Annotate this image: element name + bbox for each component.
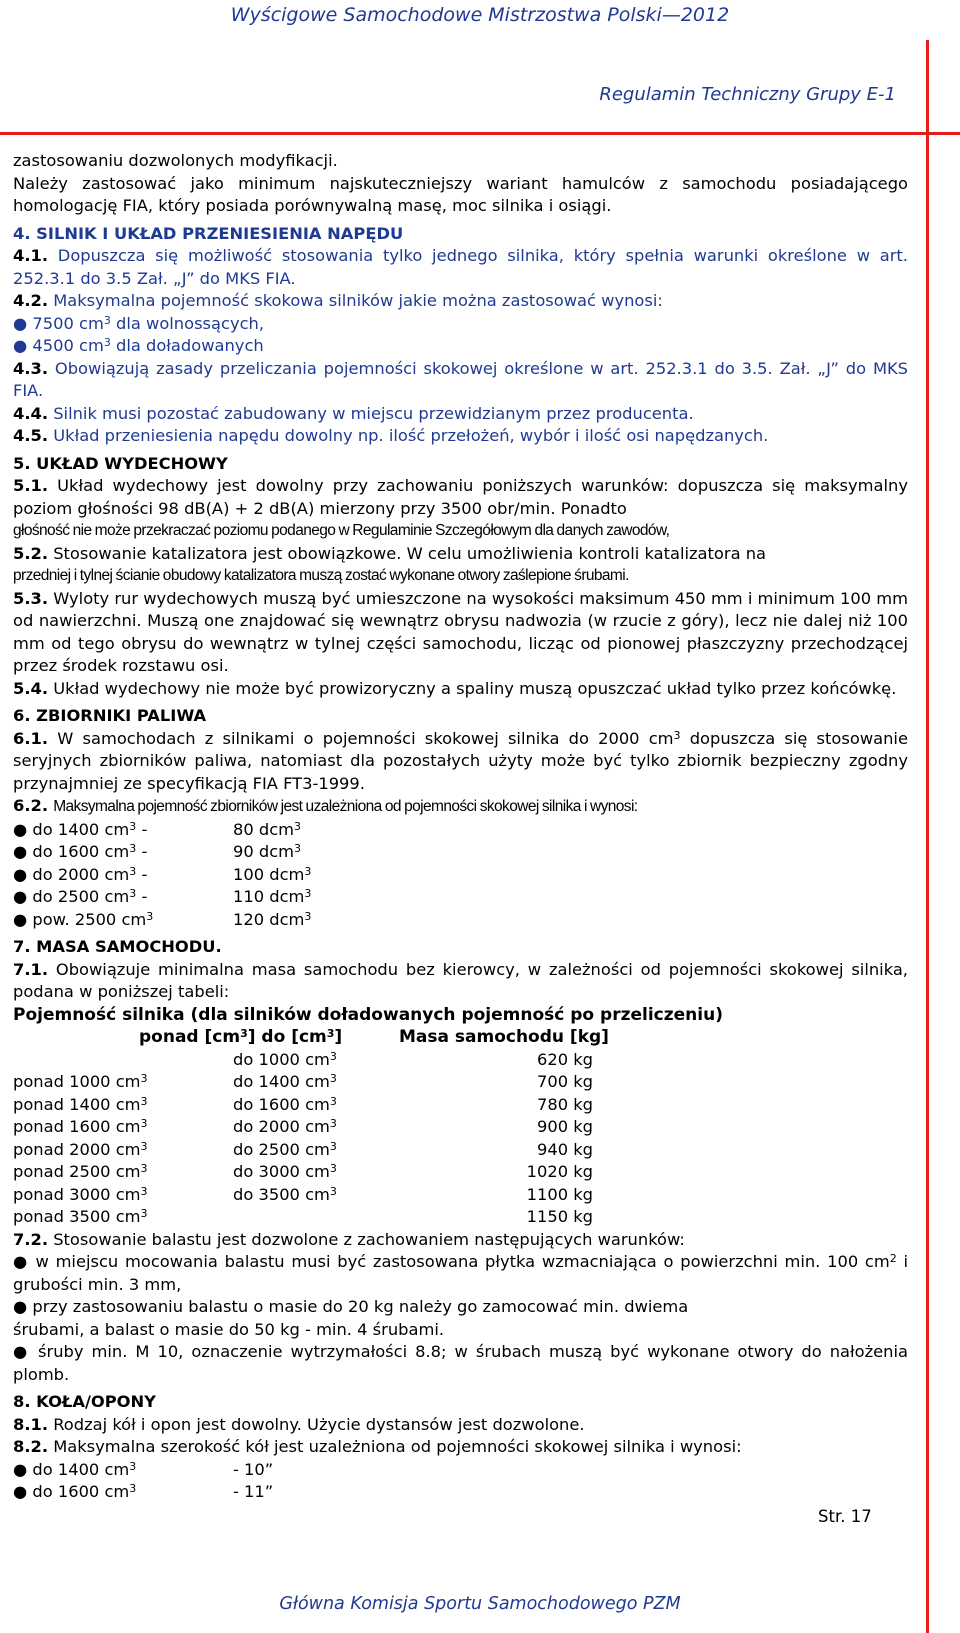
margin-rule [926, 40, 929, 1633]
footer-organization: Główna Komisja Sportu Samochodowego PZM [279, 1594, 681, 1614]
para-4-3: 4.3. Obowiązują zasady przeliczania pojemności skokowej określone w art. 252.3.1 do 3.5. Zał. „J” do MKS FIA. [13, 358, 908, 400]
para-6-1: 6.1. W samochodach z silnikami o pojemności skokowej silnika do 2000 $cm^3$ dopuszcza się stosowanie seryjnych zbiorników paliwa, natomiast dla pozostałych użyty może być tylko zbiornik bezpieczny zgodny przynajmniej ze specyfikacją FIA FT3-1999. [13, 728, 908, 793]
list-item: ● do 2500 $cm^3$ - 110 dcm$^3$ [13, 887, 312, 906]
para-5-4: 5.4. Układ wydechowy nie może być prowizoryczny a spaliny muszą opuszczać układ tylko przez końcówkę. [13, 678, 897, 698]
para-5-2: 5.2. Stosowanie katalizatora jest obowiązkowe. W celu umożliwienia kontroli katalizatora na [13, 543, 767, 563]
document-body [13, 150, 908, 1504]
table-row: ponad 1000 $cm^3$ do 1400 $cm^3$ 700 kg [13, 1072, 593, 1091]
list-item: ● do 1600 $cm^3$ - 11” [13, 1482, 274, 1501]
para-4-1: 4.1. Dopuszcza się możliwość stosowania tylko jednego silnika, który spełnia warunki określone w art. 252.3.1 do 3.5 Zał. „J” do MKS FIA. [13, 246, 908, 288]
para-6-2: 6.2. Maksymalna pojemność zbiorników jest uzależniona od pojemności skokowej silnika i wynosi: [13, 796, 638, 815]
intro-paragraph: Należy zastosować jako minimum najskuteczniejszy wariant hamulców z samochodu posiadającego homologację FIA, który posiada porównywalną masę, moc silnika i osiągi. [13, 173, 908, 215]
mass-table [13, 1049, 908, 1229]
section-5-heading: 5. UKŁAD WYDECHOWY [13, 453, 228, 473]
para-5-2-cont: przedniej i tylnej ścianie obudowy katalizatora muszą zostać wykonane otwory zaślepione śrubami. [13, 567, 629, 584]
para-4-5: 4.5. Układ przeniesienia napędu dowolny np. ilość przełożeń, wybór i ilość osi napędzanych. [13, 426, 769, 445]
list-item: ● do 1400 $cm^3$ - 80 dcm$^3$ [13, 819, 302, 839]
table-row: ponad 3000 $cm^3$ do 3500 $cm^3$ 1100 kg [13, 1184, 593, 1204]
table-row: ponad 2000 $cm^3$ do 2500 $cm^3$ 940 kg [13, 1139, 593, 1159]
fuel-tank-list [13, 819, 908, 932]
list-item: ● do 1400 $cm^3$ - 10” [13, 1459, 274, 1479]
mass-table-title: Pojemność silnika (dla silników doładowanych pojemność po przeliczeniu) [13, 1004, 723, 1025]
page-number: Str. 17 [818, 1507, 872, 1526]
list-item: ● do 1600 $cm^3$ - 90 dcm$^3$ [13, 842, 302, 861]
table-row: ponad 3500 $cm^3$ 1150 kg [13, 1207, 593, 1226]
list-item: ● pow. 2500 $cm^3$ 120 dcm$^3$ [13, 909, 312, 929]
header-title: Wyścigowe Samochodowe Mistrzostwa Polski—2012 [230, 4, 730, 26]
mass-table-header [13, 1026, 908, 1049]
intro-line: zastosowaniu dozwolonych modyfikacji. [13, 151, 338, 170]
bullet-4-2-a: ● 7500 $cm^3$ dla wolnossących, [13, 313, 265, 333]
para-8-1: 8.1. Rodzaj kół i opon jest dowolny. Użycie dystansów jest dozwolone. [13, 1414, 585, 1434]
para-4-2: 4.2. Maksymalna pojemność skokowa silników jakie można zastosować wynosi: [13, 291, 663, 310]
section-7-heading: 7. MASA SAMOCHODU. [13, 937, 222, 956]
para-5-1: 5.1. Układ wydechowy jest dowolny przy zachowaniu poniższych warunków: dopuszcza się maksymalny poziom głośności 98 dB(A) + 2 dB(A) mierzony przy 3500 obr/min. Ponadto [13, 476, 908, 518]
para-5-3: 5.3. Wyloty rur wydechowych muszą być umieszczone na wysokości maksimum 450 mm i minimum 100 mm od nawierzchni. Muszą one znajdować się wewnątrz obrysu nadwozia (w rzucie z góry), lecz nie dalej niż 100 mm od tego obrysu do wewnątrz w tylnej części samochodu, licząc od pionowej płaszczyzny przechodzącej przez środek rozstawu osi. [13, 588, 908, 675]
header-capacity: ponad $[cm^3]$ do $[cm^3]$ [139, 1027, 343, 1047]
para-8-2: 8.2. Maksymalna szerokość kół jest uzależniona od pojemności skokowej silnika i wynosi: [13, 1437, 742, 1456]
header-rule [0, 132, 960, 135]
bullet-7-2-b: ● przy zastosowaniu balastu o masie do 20 kg należy go zamocować min. dwiema [13, 1297, 689, 1316]
header-mass: Masa samochodu [kg] [399, 1027, 609, 1047]
table-row: ponad 2500 $cm^3$ do 3000 $cm^3$ 1020 kg [13, 1162, 593, 1181]
table-row: ponad 1600 $cm^3$ do 2000 $cm^3$ 900 kg [13, 1117, 593, 1136]
section-6-heading: 6. ZBIORNIKI PALIWA [13, 706, 207, 725]
para-5-1-cont: głośność nie może przekraczać poziomu podanego w Regulaminie Szczegółowym dla danych zawodów, [13, 522, 670, 539]
bullet-7-2-b-cont: śrubami, a balast o masie do 50 kg - min. 4 śrubami. [13, 1319, 445, 1339]
bullet-7-2-c: ● śruby min. M 10, oznaczenie wytrzymałości 8.8; w śrubach muszą być wykonane otwory do nałożenia plomb. [13, 1342, 908, 1384]
wheel-width-list [13, 1459, 908, 1504]
header-subtitle: Regulamin Techniczny Grupy E-1 [599, 84, 896, 105]
page-header [0, 0, 960, 140]
section-8-heading: 8. KOŁA/OPONY [13, 1392, 156, 1411]
para-4-4: 4.4. Silnik musi pozostać zabudowany w miejscu przewidzianym przez producenta. [13, 403, 694, 423]
para-7-2: 7.2. Stosowanie balastu jest dozwolone z zachowaniem następujących warunków: [13, 1229, 685, 1249]
table-row: do 1000 $cm^3$ 620 kg [233, 1049, 593, 1069]
list-item: ● do 2000 $cm^3$ - 100 dcm$^3$ [13, 864, 312, 884]
table-row: ponad 1400 $cm^3$ do 1600 $cm^3$ 780 kg [13, 1094, 593, 1114]
section-4-heading: 4. SILNIK I UKŁAD PRZENIESIENIA NAPĘDU [13, 223, 404, 243]
bullet-4-2-b: ● 4500 $cm^3$ dla doładowanych [13, 336, 264, 355]
para-7-1: 7.1. Obowiązuje minimalna masa samochodu bez kierowcy, w zależności od pojemności skokowej silnika, podana w poniższej tabeli: [13, 959, 908, 1001]
bullet-7-2-a: ● w miejscu mocowania balastu musi być zastosowana płytka wzmacniająca o powierzchni min. 100 $cm^2$ i grubości min. 3 mm, [13, 1252, 909, 1294]
